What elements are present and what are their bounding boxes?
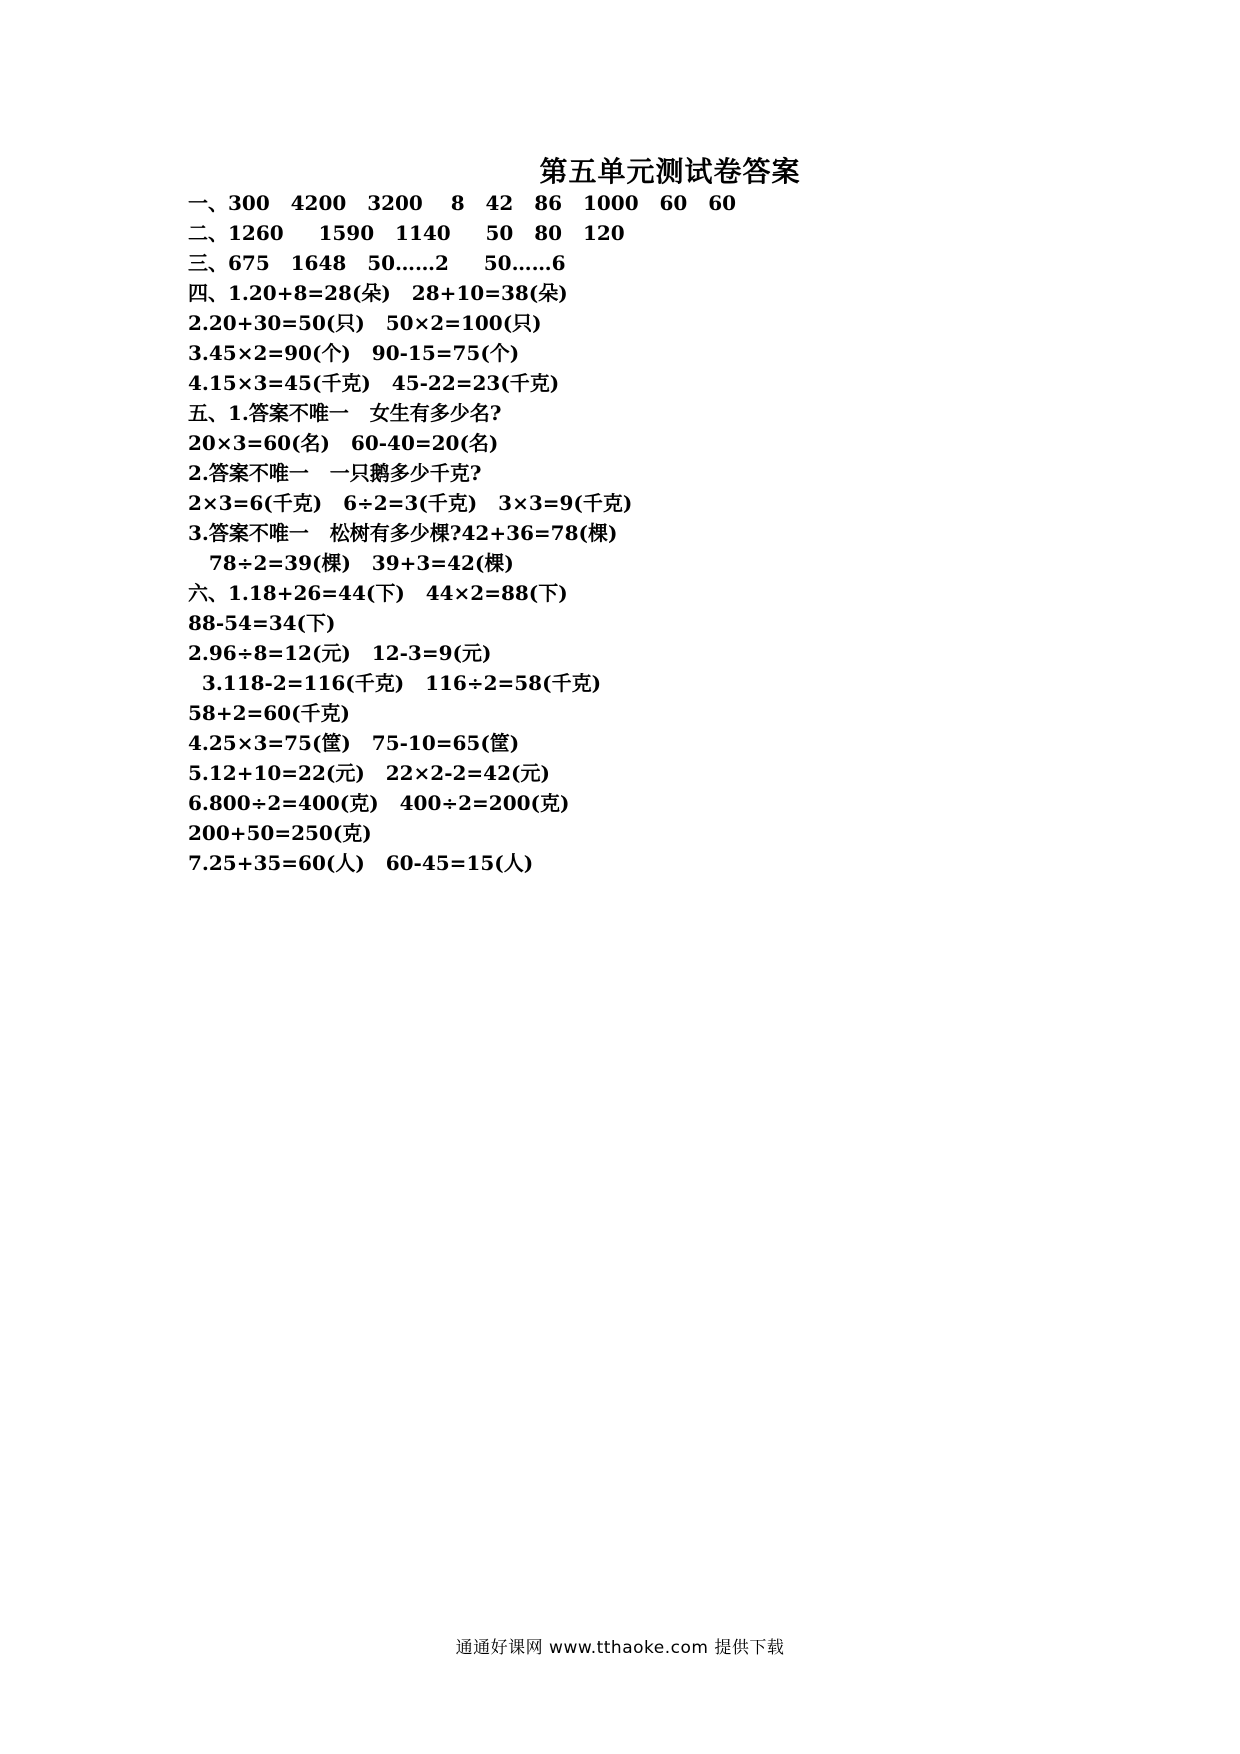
answer-line-section-5-q2-solution: 2×3=6(千克) 6÷2=3(千克) 3×3=9(千克)	[188, 491, 633, 515]
answer-line-section-5-q3-solution: 78÷2=39(棵) 39+3=42(棵)	[188, 551, 514, 575]
answer-line-section-6-q7: 7.25+35=60(人) 60-45=15(人)	[188, 851, 534, 875]
answer-list	[188, 188, 1088, 878]
answer-line-section-6-q6-cont: 200+50=250(克)	[188, 821, 372, 845]
answer-line-section-2: 二、1260 1590 1140 50 80 120	[188, 221, 625, 245]
answer-line-section-4-q1: 四、1.20+8=28(朵) 28+10=38(朵)	[188, 281, 568, 305]
answer-line-section-6-q4: 4.25×3=75(筐) 75-10=65(筐)	[188, 731, 520, 755]
answer-line-section-4-q2: 2.20+30=50(只) 50×2=100(只)	[188, 311, 542, 335]
footer-watermark-text: 通通好课网 www.tthaoke.com 提供下载	[455, 1638, 785, 1658]
answer-line-section-6-q1: 六、1.18+26=44(下) 44×2=88(下)	[188, 581, 568, 605]
answer-line-section-1: 一、300 4200 3200 8 42 86 1000 60 60	[188, 191, 737, 215]
answer-line-section-6-q2: 2.96÷8=12(元) 12-3=9(元)	[188, 641, 492, 665]
answer-line-section-5-q3: 3.答案不唯一 松树有多少棵?42+36=78(棵)	[188, 521, 618, 545]
answer-line-section-6-q1-cont: 88-54=34(下)	[188, 611, 336, 635]
answer-line-section-5-q2: 2.答案不唯一 一只鹅多少千克?	[188, 461, 482, 485]
answer-line-section-3: 三、675 1648 50……2 50……6	[188, 251, 566, 275]
answer-line-section-5-q1-solution: 20×3=60(名) 60-40=20(名)	[188, 431, 499, 455]
answer-line-section-6-q3-cont: 58+2=60(千克)	[188, 701, 351, 725]
answer-line-section-6-q6: 6.800÷2=400(克) 400÷2=200(克)	[188, 791, 570, 815]
answer-line-section-6-q5: 5.12+10=22(元) 22×2-2=42(元)	[188, 761, 550, 785]
answer-line-section-6-q3: 3.118-2=116(千克) 116÷2=58(千克)	[188, 671, 602, 695]
answer-line-section-4-q3: 3.45×2=90(个) 90-15=75(个)	[188, 341, 520, 365]
page-title: 第五单元测试卷答案	[539, 155, 801, 188]
answer-line-section-5-q1: 五、1.答案不唯一 女生有多少名?	[188, 401, 502, 425]
answer-line-section-4-q4: 4.15×3=45(千克) 45-22=23(千克)	[188, 371, 560, 395]
